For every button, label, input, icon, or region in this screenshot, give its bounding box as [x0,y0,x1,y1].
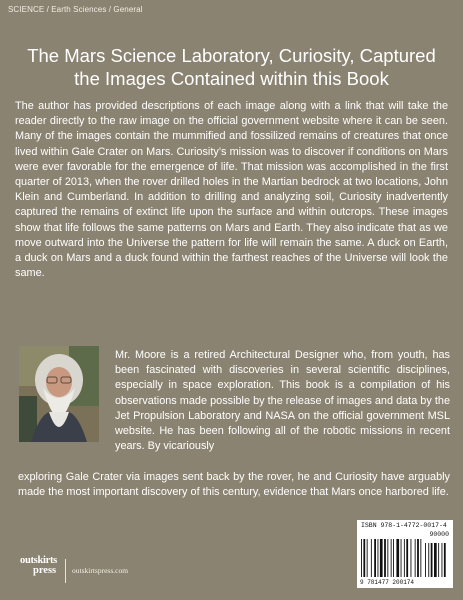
publisher-name-line-2: press [33,565,57,576]
publisher-website: outskirtspress.com [72,566,129,575]
category-label: SCIENCE / Earth Sciences / General [8,5,143,14]
publisher-name-line-1: outskirts [20,555,57,566]
author-bio-paragraph: Mr. Moore is a retired Architectural Designer who, from youth, has been fascinated with discoveries in several scientific disciplines, especially in space exploration. This book is a compilation of his observations made possible by the release of images and data by the Jet Propulsion Laboratory and NASA on the official government MSL website. He has been following all of the robotic missions in recent years. By vicariously [115,349,450,453]
author-portrait-image [19,346,99,442]
cover-title [10,44,453,90]
title-line-2: the Images Contained within this Book [74,68,389,89]
isbn-label: ISBN 978-1-4772-0017-4 [361,522,447,529]
barcode-number: 9 781477 200174 [360,579,415,586]
price-code: 90000 [429,531,449,538]
author-photo [19,346,99,442]
title-line-1: The Mars Science Laboratory, Curiosity, Captured [27,45,436,66]
description-paragraph: The author has provided descriptions of each image along with a link that will take the reader directly to the raw image on the official government website where it can be seen. Many of the images contain the mummified and fossilized remains of creatures that once lived within Gale Crater on Mars. Curiosity’s mission was to discover if conditions on Mars were ever favorable for the emergence of life. That mission was accomplished in the first quarter of 2013, when the rover drilled holes in the Martian bedrock at two locations, John Klein and Cumberland. In addition to drilling and analyzing soil, Curiosity inadvertently captured the remains of extinct life upon the surface and within outcrops. These images show that life follows the same patterns on Mars and Earth. They also indicate that as we move outward into the Universe the pattern for life will remain the same. A duck on Earth, a duck on Mars and a duck found within the farthest reaches of the Universe will look the same. [15,100,448,280]
barcode-box [357,520,453,588]
publisher-logo [20,555,62,585]
author-bio-continuation: exploring Gale Crater via images sent back by the rover, he and Curiosity have arguably made the most important discovery of this century, evidence that Mars once harbored life. [18,471,450,499]
barcode-icon [361,533,449,579]
publisher-divider [65,559,66,583]
